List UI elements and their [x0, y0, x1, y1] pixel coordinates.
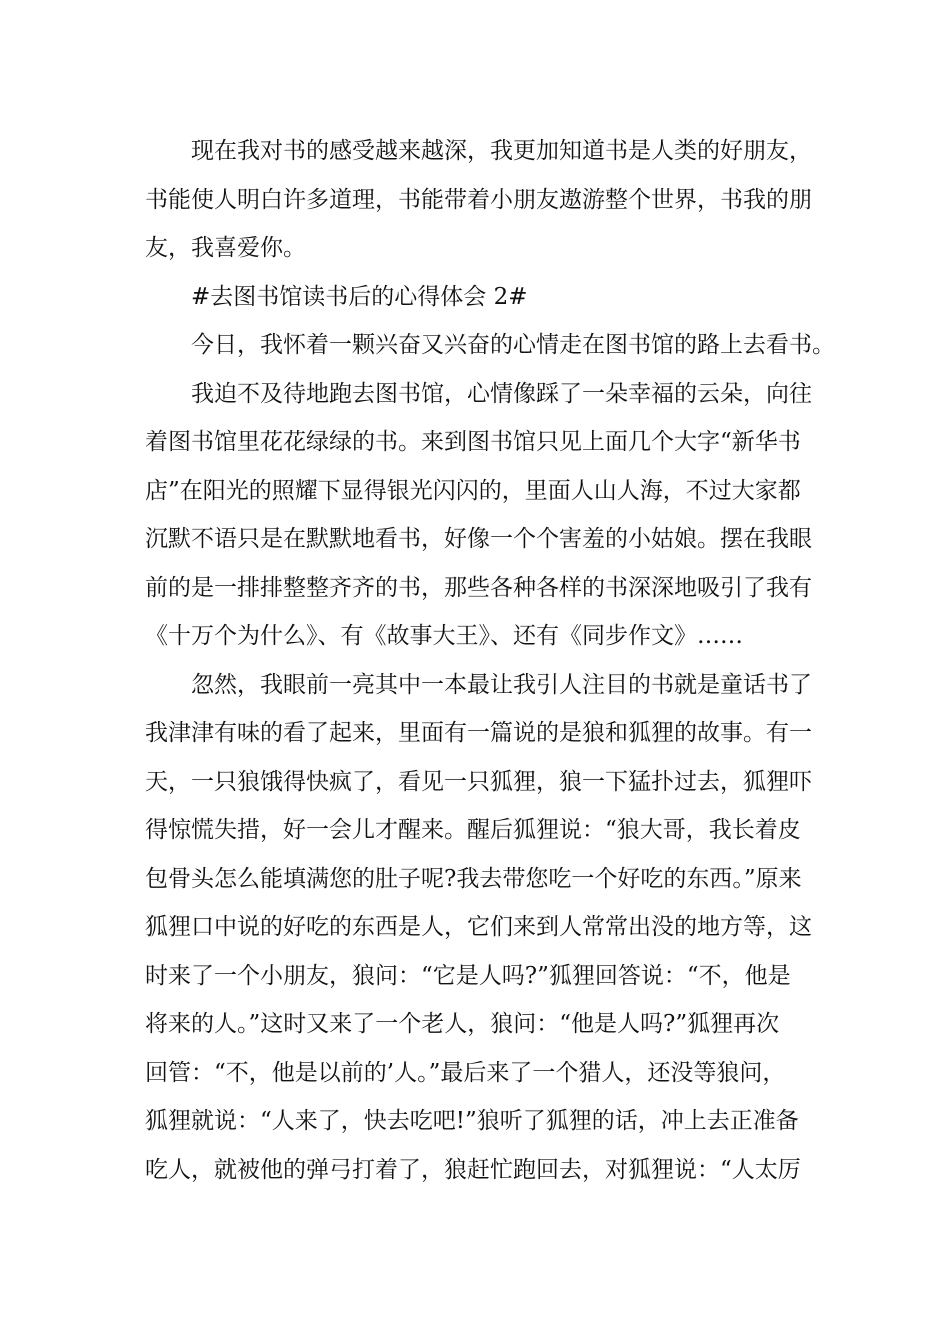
text-line: 忽然，我眼前一亮其中一本最让我引人注目的书就是童话书了 — [191, 671, 812, 698]
text-line: 沉默不语只是在默默地看书，好像一个个害羞的小姑娘。摆在我眼 — [145, 526, 812, 552]
text-line: 将来的人。”这时又来了一个老人，狼问：“他是人吗?”狐狸再次 — [145, 1011, 780, 1037]
text-line: 得惊慌失措，好一会儿才醒来。醒后狐狸说：“狼大哥，我长着皮 — [145, 817, 801, 843]
section-heading: #去图书馆读书后的心得体会 2# — [191, 283, 528, 310]
text-line: 回管：“不，他是以前的’人。”最后来了一个猎人，还没等狼问， — [145, 1059, 786, 1086]
text-line: 前的是一排排整整齐齐的书，那些各种各样的书深深地吸引了我有 — [145, 574, 812, 601]
text-line: 书能使人明白许多道理，书能带着小朋友遨游整个世界，书我的朋 — [145, 186, 812, 213]
document-body — [145, 127, 835, 1194]
text-line: 今日，我怀着一颗兴奋又兴奋的心情走在图书馆的路上去看书。 — [191, 332, 835, 358]
text-line: 时来了一个小朋友，狼问：“它是人吗?”狐狸回答说：“不，他是 — [145, 962, 791, 989]
text-line: 天，一只狼饿得快疯了，看见一只狐狸，狼一下猛扑过去，狐狸吓 — [145, 768, 812, 795]
text-line: 店”在阳光的照耀下显得银光闪闪的，里面人山人海，不过大家都 — [145, 477, 801, 504]
text-line: 狐狸就说：“人来了，快去吃吧!”狼听了狐狸的话，冲上去正准备 — [145, 1108, 799, 1134]
text-line: 狐狸口中说的好吃的东西是人，它们来到人常常出没的地方等，这 — [145, 914, 812, 940]
text-line: 吃人，就被他的弹弓打着了，狼赶忙跑回去，对狐狸说：“人太厉 — [145, 1156, 801, 1183]
text-line: 我迫不及待地跑去图书馆，心情像踩了一朵幸福的云朵，向往 — [191, 380, 812, 407]
text-line: 友，我喜爱你。 — [145, 235, 306, 261]
text-line: 着图书馆里花花绿绿的书。来到图书馆只见上面几个大字“新华书 — [145, 429, 801, 455]
text-line: 我津津有味的看了起来，里面有一篇说的是狼和狐狸的故事。有一 — [145, 720, 812, 746]
text-line: 现在我对书的感受越来越深，我更加知道书是人类的好朋友， — [191, 138, 812, 164]
text-line: 《十万个为什么》、有《故事大王》、还有《同步作文》…… — [145, 623, 743, 649]
text-line: 包骨头怎么能填满您的肚子呢?我去带您吃一个好吃的东西。”原来 — [145, 865, 802, 892]
